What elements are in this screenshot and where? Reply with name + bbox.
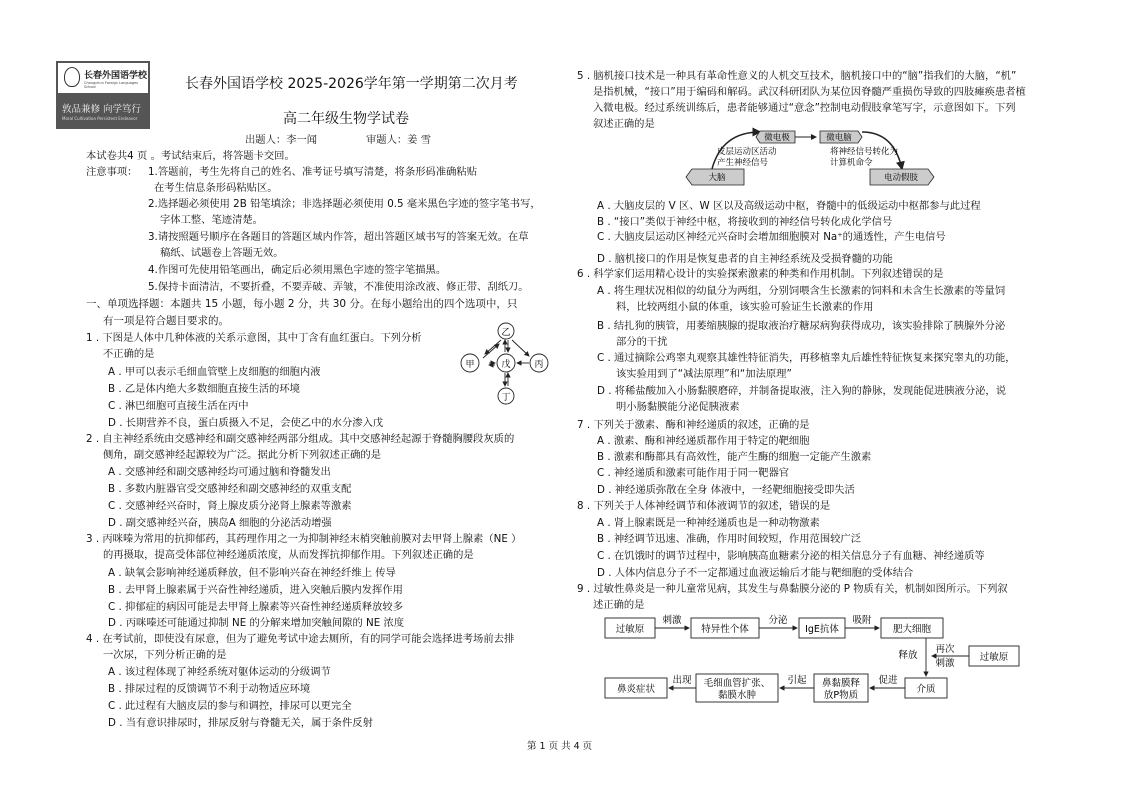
label-left-1: 皮层运动区活动 xyxy=(717,147,777,157)
label-bing: 丙 xyxy=(534,360,544,370)
label-again-2: 刺激 xyxy=(935,658,955,669)
q4-option-d: D . 当有意识排尿时，排尿反射与脊髓无关，属于条件反射 xyxy=(108,717,373,729)
notes-label: 注意事项： xyxy=(86,166,138,178)
q8-option-a: A . 肾上腺素既是一种神经递质也是一种动物激素 xyxy=(597,517,820,529)
q8-option-d: D . 人体内信息分子不一定都通过血液运输后才能与靶细胞的受体结合 xyxy=(597,567,914,579)
label-cause: 引起 xyxy=(787,675,807,686)
q1-option-c: C . 淋巴细胞可直接生活在丙中 xyxy=(108,400,249,412)
q4-option-c: C . 此过程有大脑皮层的参与和调控，排尿可以更完全 xyxy=(108,700,352,712)
q3-option-c: C . 抑郁症的病因可能是去甲肾上腺素等兴奋性神经递质释放较多 xyxy=(108,601,404,613)
logo-english-name: Changchun Foreign Languages School xyxy=(84,81,139,89)
q4-option-a: A . 该过程体现了神经系统对躯体运动的分级调节 xyxy=(108,666,331,678)
q3-option-d: D . 丙咪嗪还可能通过抑制 NE 的分解来增加突触间隙的 NE 浓度 xyxy=(108,617,405,629)
q5-option-b: B . “接口”类似于神经中枢，将接收到的神经信号转化成化学信号 xyxy=(597,216,893,228)
label-brain: 大脑 xyxy=(708,173,726,183)
q5-figure xyxy=(682,126,944,190)
q4-option-b: B . 排尿过程的反馈调节不利于动物适应环境 xyxy=(108,683,311,695)
page-number: 第 1 页 共 4 页 xyxy=(527,741,593,752)
q9-stem-cont: 述正确的是 xyxy=(593,599,645,611)
section-heading-1: 一、单项选择题：本题共 15 小题，每小题 2 分，共 30 分。在每小题给出的四个选项中，只 xyxy=(86,298,518,310)
q6-option-a: A . 将生理状况相似的幼鼠分为两组，分别饲喂含生长激素的饲料和未含生长激素的等量饲 xyxy=(597,285,1006,297)
q3-option-a: A . 缺氧会影响神经递质释放，但不影响兴奋在神经纤维上 传导 xyxy=(108,567,396,579)
q6-option-c-cont: 该实验用到了“减法原理”和“加法原理” xyxy=(616,368,792,380)
q4-stem-cont: 一次尿，下列分析正确的是 xyxy=(103,649,227,661)
arrow-jia-yi xyxy=(483,344,499,358)
q9-figure xyxy=(600,608,1028,704)
q5-stem-3: 入微电极。经过系统训练后，患者能够通过“意念”控制电动假肢拿笔写字，示意图如下。下列 xyxy=(593,102,1016,114)
label-nasal-2: 放P物质 xyxy=(823,690,859,701)
school-logo xyxy=(56,61,150,129)
q8-option-b: B . 神经调节迅速、准确，作用时间较短，作用范围较广泛 xyxy=(597,533,862,545)
logo-top-panel xyxy=(58,63,148,93)
label-appear: 出现 xyxy=(672,675,692,686)
label-secrete: 分泌 xyxy=(768,615,788,626)
label-yi: 乙 xyxy=(501,328,511,338)
label-adsorb: 吸附 xyxy=(852,615,872,626)
q6-option-d: D . 将稀盐酸加入小肠黏膜磨碎，并制备提取液，注入狗的静脉，发现能促进胰液分泌，说 xyxy=(597,385,1007,397)
q2-stem-cont: 侧角，副交感神经起源较为广泛。据此分析下列叙述正确的是 xyxy=(103,449,382,461)
label-release: 释放 xyxy=(898,650,918,661)
q8-stem: 8 . 下列关于人体神经调节和体液调节的叙述，错误的是 xyxy=(577,500,831,512)
label-mediator: 介质 xyxy=(916,684,936,695)
label-computer: 微电脑 xyxy=(826,133,852,143)
q2-option-d: D . 副交感神经兴奋，胰岛A 细胞的分泌活动增强 xyxy=(108,517,332,529)
q2-option-c: C . 交感神经兴奋时，肾上腺皮质分泌肾上腺素等激素 xyxy=(108,500,352,512)
exam-subtitle: 高二年级生物学试卷 xyxy=(283,111,409,127)
q9-stem: 9 . 过敏性鼻炎是一种儿童常见病，其发生与鼻黏膜分泌的 P 物质有关，机制如图所示。下列叙 xyxy=(577,583,1008,595)
label-symptom: 鼻炎症状 xyxy=(616,684,656,695)
label-allergen: 过敏原 xyxy=(615,624,645,635)
q2-option-a: A . 交感神经和副交感神经均可通过脑和脊髓发出 xyxy=(108,466,331,478)
q7-option-a: A . 激素、酶和神经递质都作用于特定的靶细胞 xyxy=(597,435,810,447)
q1-option-d: D . 长期营养不良，蛋白质摄入不足，会使乙中的水分渗入戊 xyxy=(108,417,384,429)
label-electrode: 微电极 xyxy=(764,133,790,143)
note-1a: 1.答题前，考生先将自己的姓名、准考证号填写清楚，将条形码准确粘贴 xyxy=(148,166,478,178)
q7-stem: 7 . 下列关于激素、酶和神经递质的叙述，正确的是 xyxy=(577,419,810,431)
label-specific-individual: 特异性个体 xyxy=(701,624,749,635)
q7-option-b: B . 激素和酶都具有高效性，能产生酶的细胞一定能产生激素 xyxy=(597,451,872,463)
q1-option-b: B . 乙是体内绝大多数细胞直接生活的环境 xyxy=(108,383,300,395)
q5-stem: 5 . 脑机接口技术是一种具有革命性意义的人机交互技术，脑机接口中的“脑”指我们的大脑，“机” xyxy=(577,70,1017,82)
note-2b: 字体工整、笔迹清楚。 xyxy=(160,214,263,226)
note-4: 4.作图可先使用铅笔画出，确定后必须用黑色字迹的签字笔描黑。 xyxy=(148,264,447,276)
q5-option-a: A . 大脑皮层的 V 区、W 区以及高级运动中枢，脊髓中的低级运动中枢都参与此过程 xyxy=(597,200,981,212)
q6-stem: 6 . 科学家们运用精心设计的实验探索激素的种类和作用机制。下列叙述错误的是 xyxy=(577,268,944,280)
q6-option-a-cont: 料，比较两组小鼠的体重，该实验可验证生长激素的作用 xyxy=(616,301,874,313)
note-3b: 稿纸、试题卷上答题无效。 xyxy=(160,247,284,259)
label-again-1: 再次 xyxy=(935,644,955,655)
q5-option-d: D . 脑机接口的作用是恢复患者的自主神经系统及受损脊髓的功能 xyxy=(597,253,893,265)
logo-name: 长春外国语学校 xyxy=(84,71,148,81)
label-mast-cell: 肥大细胞 xyxy=(892,624,932,635)
section-heading-2: 有一项是符合题目要求的。 xyxy=(103,315,229,327)
arrow-yi-bing xyxy=(512,340,529,356)
reviewer-line: 审题人：姜 雪 xyxy=(366,134,432,146)
label-ige: IgE抗体 xyxy=(805,624,839,635)
q5-stem-4: 叙述正确的是 xyxy=(593,118,655,130)
q3-option-b: B . 去甲肾上腺素属于兴奋性神经递质，进入突触后膜内发挥作用 xyxy=(108,584,403,596)
label-jia: 甲 xyxy=(465,360,475,370)
note-1b: 在考生信息条形码粘贴区。 xyxy=(154,182,278,194)
exam-title: 长春外国语学校 2025-2026学年第一学期第二次月考 xyxy=(185,76,518,92)
label-right-1: 将神经信号转化为 xyxy=(830,147,899,157)
q6-option-b-cont: 部分的干扰 xyxy=(616,336,668,348)
q2-stem: 2 . 自主神经系统由交感神经和副交感神经两部分组成。其中交感神经起源于脊髓胸腰段灰质的 xyxy=(86,433,515,445)
label-right-2: 计算机命令 xyxy=(830,158,873,168)
label-wu: 戊 xyxy=(501,360,511,370)
label-stimulate: 刺激 xyxy=(662,615,682,626)
q1-stem-cont: 不正确的是 xyxy=(103,348,155,360)
label-promote: 促进 xyxy=(878,675,898,686)
q4-stem: 4 . 在考试前，即使没有尿意，但为了避免考试中途去厕所，有的同学可能会选择进考场前去排 xyxy=(86,633,515,645)
author-line: 出题人：李一闻 xyxy=(245,134,318,146)
logo-motto: 敦品兼修 向学笃行 xyxy=(62,104,142,115)
q7-option-d: D . 神经递质弥散在全身 体液中，一经靶细胞接受即失活 xyxy=(597,484,855,496)
note-3a: 3.请按照题号顺序在各题目的答题区域内作答，超出答题区域书写的答案无效。在草 xyxy=(148,231,529,243)
q5-stem-2: 是指机械，“接口”用于编码和解码。武汉科研团队为某位因脊髓严重损伤导致的四肢瘫痪患者植 xyxy=(593,86,1026,98)
school-emblem-icon xyxy=(64,67,80,87)
q5-option-c: C . 大脑皮层运动区神经元兴奋时会增加细胞膜对 Na⁺的通透性，产生电信号 xyxy=(597,231,946,243)
q1-figure xyxy=(455,318,555,410)
q6-option-b: B . 结扎狗的胰管，用萎缩胰腺的提取液治疗糖尿病狗获得成功，该实验排除了胰腺外分泌 xyxy=(597,320,1006,332)
q6-option-c: C . 通过摘除公鸡睾丸观察其雄性特征消失，再移植睾丸后雄性特征恢复来探究睾丸的功能， xyxy=(597,352,1016,364)
label-capillary-1: 毛细血管扩张、 xyxy=(703,678,771,689)
label-nasal-1: 鼻黏膜释 xyxy=(821,678,861,689)
label-allergen-again: 过敏原 xyxy=(979,652,1009,663)
label-left-2: 产生神经信号 xyxy=(717,158,769,168)
label-capillary-2: 黏膜水肿 xyxy=(717,690,757,701)
q6-option-d-cont: 明小肠黏膜能分泌促胰液素 xyxy=(616,401,740,413)
arrow-yi-jia xyxy=(485,340,501,354)
q2-option-b: B . 多数内脏器官受交感神经和副交感神经的双重支配 xyxy=(108,483,352,495)
q8-option-c: C . 在饥饿时的调节过程中，影响胰高血糖素分泌的相关信息分子有血糖、神经递质等 xyxy=(597,550,985,562)
note-2a: 2.选择题必须使用 2B 铅笔填涂；非选择题必须使用 0.5 毫米黑色字迹的签字笔书写， xyxy=(148,198,541,210)
note-5: 5.保持卡面清洁，不要折叠，不要弄破、弄皱，不准使用涂改液、修正带、刮纸刀。 xyxy=(148,281,529,293)
label-ding: 丁 xyxy=(501,393,511,403)
logo-motto-english: Moral Cultivation Persistent Endeavor xyxy=(62,116,138,121)
q1-stem: 1 . 下图是人体中几种体液的关系示意图，其中丁含有血红蛋白。下列分析 xyxy=(86,332,422,344)
intro-line: 本试卷共4 页 。考试结束后，将答题卡交回。 xyxy=(86,150,295,162)
q7-option-c: C . 神经递质和激素可能作用于同一靶器官 xyxy=(597,467,790,479)
q3-stem: 3 . 丙咪嗪为常用的抗抑郁药，其药理作用之一为抑制神经末梢突触前膜对去甲肾上腺素（NE ） xyxy=(86,533,522,545)
q1-option-a: A . 甲可以表示毛细血管壁上皮细胞的细胞内液 xyxy=(108,366,321,378)
q3-stem-cont: 的再摄取，提高受体部位神经递质浓度，从而发挥抗抑郁作用。下列叙述正确的是 xyxy=(103,549,474,561)
label-prosthesis: 电动假肢 xyxy=(883,173,919,183)
